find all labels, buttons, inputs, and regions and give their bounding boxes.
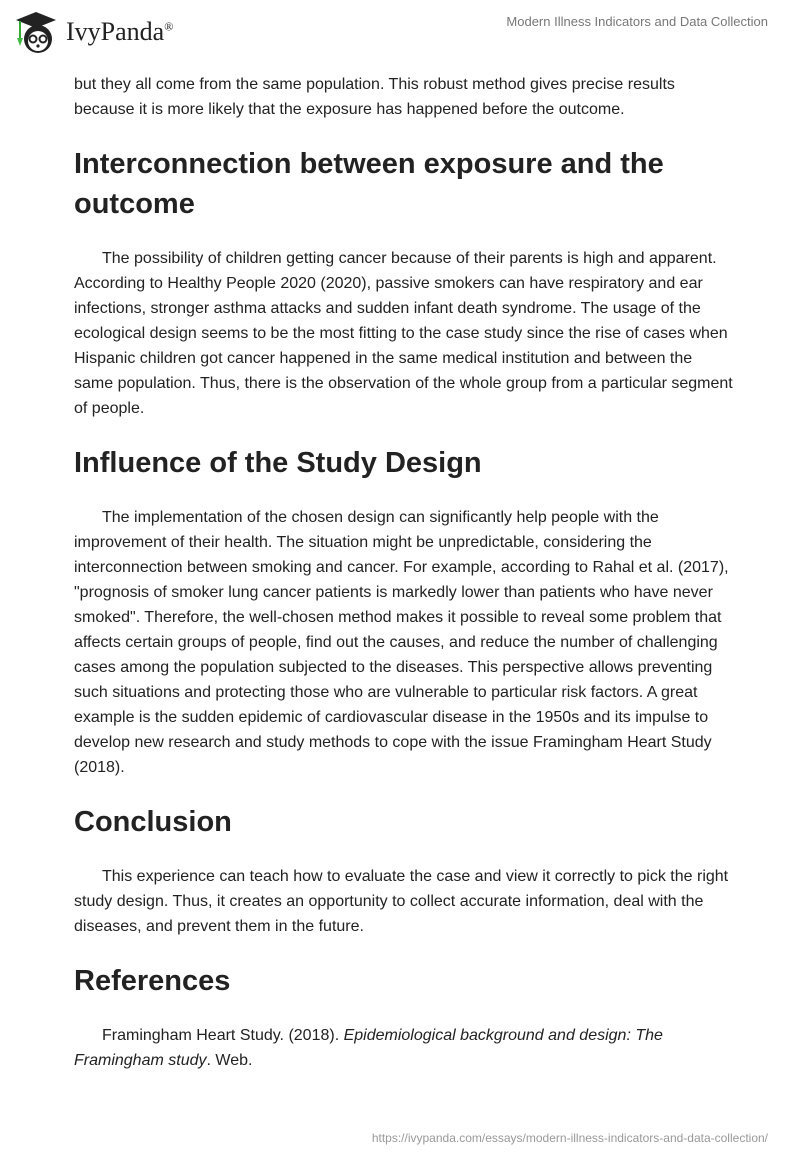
- ivypanda-logo[interactable]: [12, 8, 173, 56]
- page-url[interactable]: https://ivypanda.com/essays/modern-illness-indicators-and-data-collection/: [371, 1131, 768, 1145]
- section-heading: Conclusion: [74, 806, 232, 838]
- section-paragraph: This experience can teach how to evaluate the case and view it correctly to pick the right study design. Thus, it creates an opportunity to collect accurate information, deal with the diseases, and prevent them in the future.: [74, 868, 729, 935]
- panda-graduate-icon: [12, 8, 60, 56]
- reference-item: Framingham Heart Study. (2018). Epidemiological background and design: The Framingham study. Web.: [74, 1027, 663, 1069]
- section-paragraph: The possibility of children getting cancer because of their parents is high and apparent. According to Healthy People 2020 (2020), passive smokers can have respiratory and ear infections, stronger asthma attacks and sudden infant death syndrome. The usage of the ecological design seems to be the most fitting to the case study since the rise of cases when Hispanic children got cancer happened in the same medical institution and between the same population. Thus, there is the observation of the whole group from a particular segment of people.: [74, 250, 733, 417]
- section-paragraph: The implementation of the chosen design can significantly help people with the improvement of their health. The situation might be unpredictable, considering the interconnection between smoking and cancer. For example, according to Rahal et al. (2017), "prognosis of smoker lung cancer patients is markedly lower than patients who have never smoked". Therefore, the well-chosen method makes it possible to reveal some problem that affects certain groups of people, find out the causes, and reduce the number of challenging cases among the population subjected to the diseases. This perspective allows preventing such situations and protecting those who are vulnerable to particular risk factors. A great example is the sudden epidemic of cardiovascular disease in the 1950s and its impulse to develop new research and study methods to cope with the issue Framingham Heart Study (2018).: [74, 509, 729, 776]
- document-title: Modern Illness Indicators and Data Collection: [506, 14, 768, 29]
- intro-paragraph: but they all come from the same population. This robust method gives precise results because it is more likely that the exposure has happened before the outcome.: [74, 76, 675, 118]
- essay-content: [74, 72, 734, 1073]
- logo-text: IvyPanda®: [66, 17, 174, 46]
- section-heading: Interconnection between exposure and the outcome: [74, 148, 664, 220]
- references-heading: References: [74, 965, 231, 997]
- section-heading: Influence of the Study Design: [74, 447, 482, 479]
